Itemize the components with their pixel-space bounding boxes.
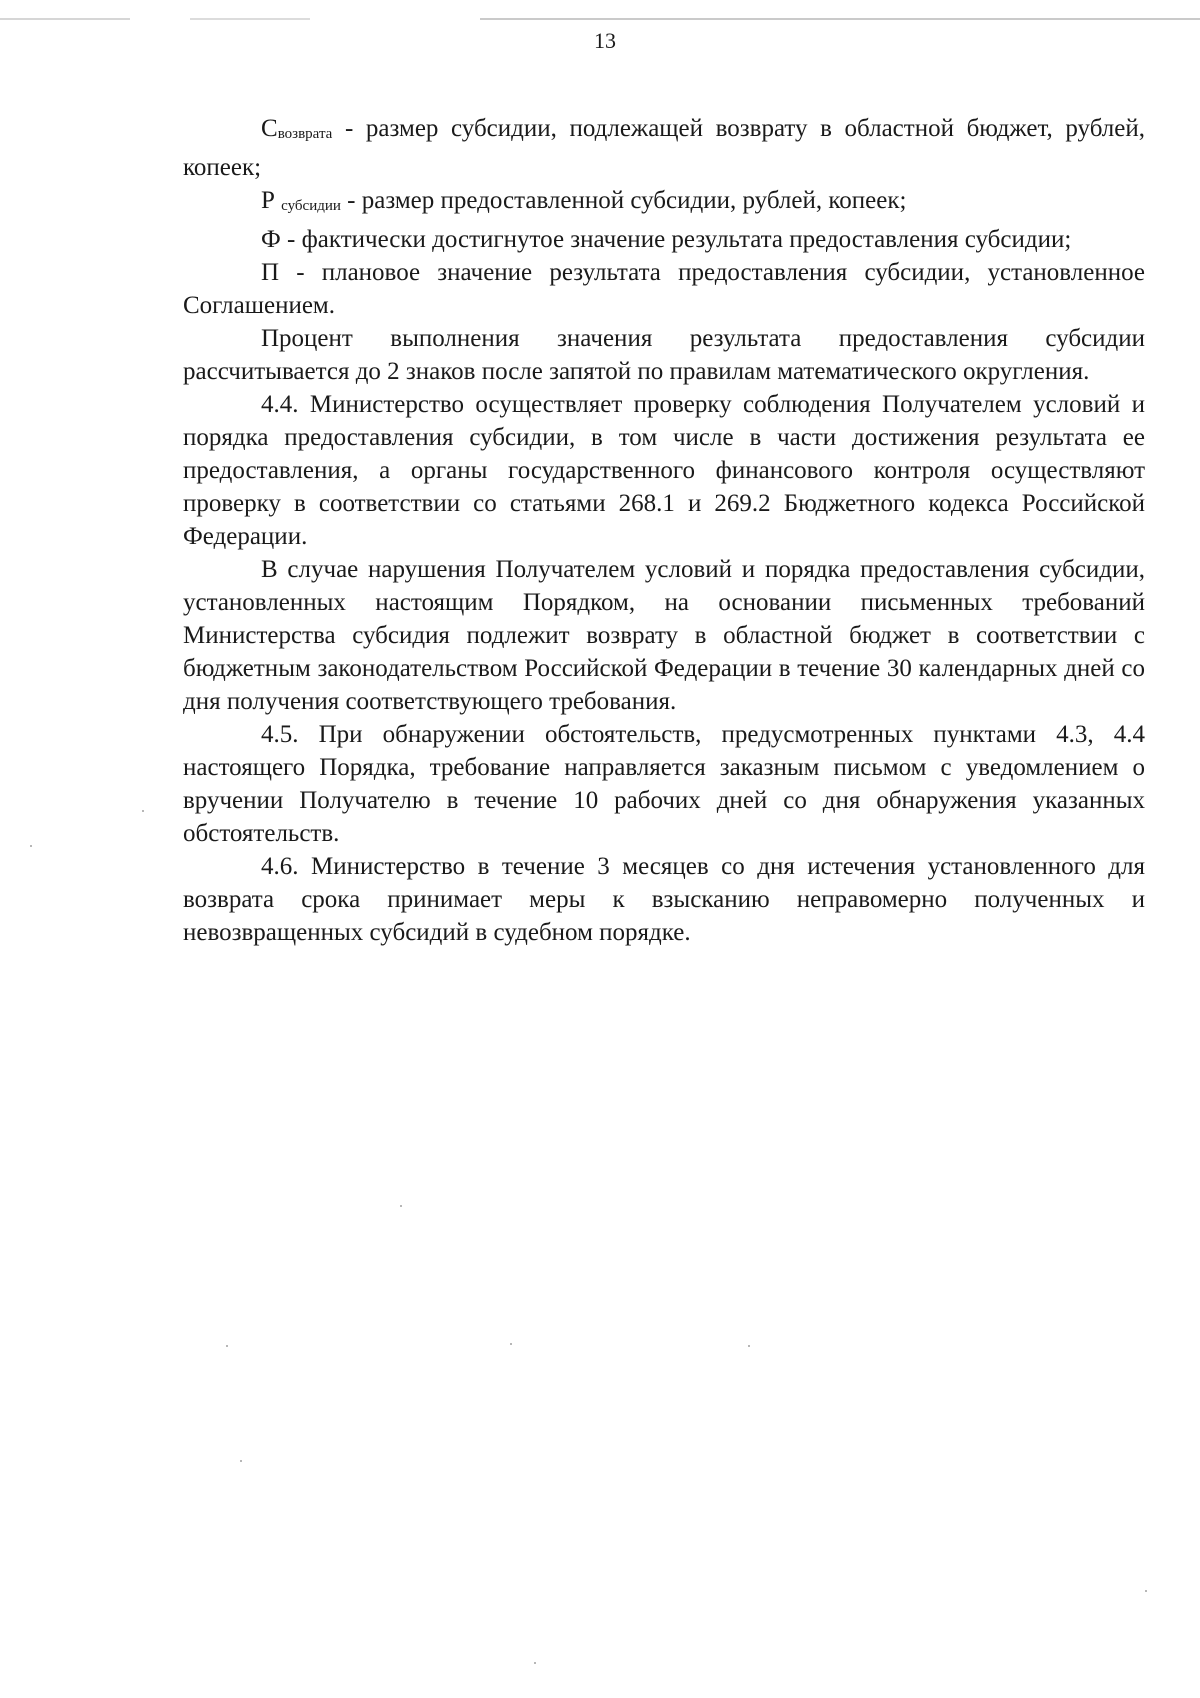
paragraph-4-6: 4.6. Министерство в течение 3 месяцев со дня истечения установленного для возврата срока принимает меры к взысканию неправомерно полученных и невозвращенных субсидий в судебном порядке. bbox=[183, 853, 1145, 946]
paragraph-4-4: 4.4. Министерство осуществляет проверку соблюдения Получателем условий и порядка предоставления субсидии, в том числе в части достижения результата ее предоставления, а органы государственного финансового контроля осуществляют проверку в соответствии со статьями 268.1 и 269.2 Бюджетного кодекса Российской Федерации. bbox=[183, 391, 1145, 550]
definition-f-actual bbox=[183, 223, 1145, 256]
scan-speck bbox=[400, 1205, 402, 1207]
definition-p-planned bbox=[183, 256, 1145, 322]
definition-symbol: C bbox=[261, 115, 278, 142]
definition-symbol: Р bbox=[261, 187, 282, 214]
scan-speck bbox=[748, 1345, 750, 1347]
definition-subscript: возврата bbox=[277, 126, 333, 142]
page-number: 13 bbox=[594, 28, 616, 53]
scan-speck bbox=[534, 1662, 536, 1664]
paragraph-violation: В случае нарушения Получателем условий и порядка предоставления субсидии, установленных настоящим Порядком, на основании письменных требований Министерства субсидия подлежит возврату в областной бюджет в соответствии с бюджетным законодательством Российской Федерации в течение 30 календарных дней со дня получения соответствующего требования. bbox=[183, 556, 1145, 715]
scan-speck bbox=[240, 1460, 242, 1462]
scan-edge-line bbox=[0, 18, 130, 20]
definition-text: - размер субсидии, подлежащей возврату в областной бюджет, рублей, копеек; bbox=[183, 115, 1145, 181]
definition-symbol: П bbox=[261, 259, 280, 286]
definition-p-subsidy bbox=[183, 184, 1145, 223]
document-body bbox=[183, 112, 1145, 949]
scan-edge-line bbox=[480, 18, 1200, 20]
scan-speck bbox=[510, 1343, 512, 1345]
definition-subscript: субсидии bbox=[281, 198, 341, 214]
paragraph-rounding: Процент выполнения значения результата предоставления субсидии рассчитывается до 2 знаков после запятой по правилам математического округления. bbox=[183, 325, 1145, 385]
scan-edge-line bbox=[190, 18, 310, 20]
definition-text: - фактически достигнутое значение результата предоставления субсидии; bbox=[280, 226, 1072, 253]
definition-c-return bbox=[183, 112, 1145, 184]
definition-text: - плановое значение результата предоставления субсидии, установленное Соглашением. bbox=[183, 259, 1145, 319]
scan-speck bbox=[226, 1345, 228, 1347]
scan-speck bbox=[1145, 1590, 1147, 1592]
scan-speck bbox=[142, 810, 144, 812]
paragraph-4-5: 4.5. При обнаружении обстоятельств, предусмотренных пунктами 4.3, 4.4 настоящего Порядка, требование направляется заказным письмом с уведомлением о вручении Получателю в течение 10 рабочих дней со дня обнаружения указанных обстоятельств. bbox=[183, 721, 1145, 847]
definition-symbol: Ф bbox=[261, 226, 281, 253]
scan-speck bbox=[30, 845, 32, 847]
definition-text: - размер предоставленной субсидии, рублей, копеек; bbox=[340, 187, 907, 214]
